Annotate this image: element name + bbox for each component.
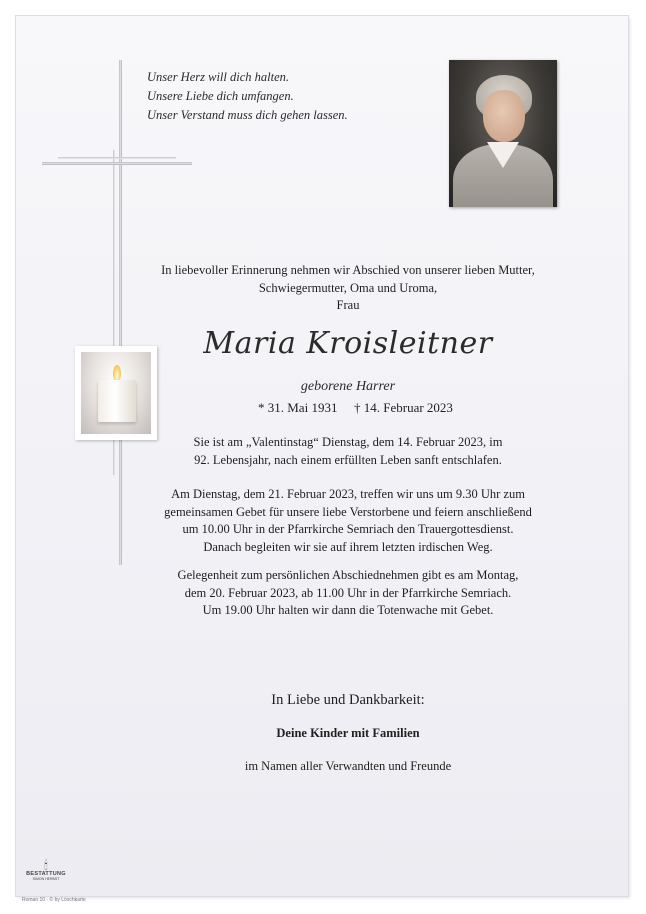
farewell-line: dem 20. Februar 2023, ab 11.00 Uhr in der Pfarrkirche Semriach. — [184, 585, 512, 600]
deceased-name: Maria Kroisleitner — [203, 326, 493, 361]
portrait-photo — [449, 60, 557, 207]
birth-date: * 31. Mai 1931 — [258, 400, 338, 415]
footer-credit: Roman 10 · © by Löschkarte — [22, 897, 86, 903]
farewell-line: Gelegenheit zum persönlichen Abschiednehmen gibt es am Montag, — [177, 568, 519, 582]
candle-icon — [98, 380, 136, 422]
funeral-home-logo — [24, 859, 68, 881]
intro-line: Schwiegermutter, Oma und Uroma, — [258, 280, 438, 295]
verse-line: Unser Verstand muss dich gehen lassen. — [147, 108, 348, 122]
candle-image — [75, 346, 157, 440]
logo-name: BESTATTUNG — [26, 871, 66, 877]
cross-horizontal-bar-shadow — [58, 157, 176, 159]
service-info — [118, 486, 578, 556]
flame-icon: 🕯 — [44, 858, 48, 872]
birth-name: geborene Harrer — [300, 379, 396, 394]
verse-line: Unsere Liebe dich umfangen. — [147, 89, 294, 103]
service-line: gemeinsamen Gebet für unsere liebe Verstorbene und feiern anschließend — [164, 504, 532, 519]
candle-flame-icon — [113, 365, 121, 381]
service-line: Am Dienstag, dem 21. Februar 2023, treffen wir uns um 9.30 Uhr zum — [171, 487, 525, 501]
cross-horizontal-bar — [42, 162, 192, 165]
intro-text — [118, 262, 578, 315]
verse-line: Unser Herz will dich halten. — [147, 70, 290, 84]
death-notice-line: Sie ist am „Valentinstag“ Dienstag, dem 14. Februar 2023, im — [193, 435, 503, 449]
death-notice-line: 92. Lebensjahr, nach einem erfüllten Leben sanft entschlafen. — [194, 452, 502, 467]
farewell-info — [118, 567, 578, 620]
closing-thanks: In Liebe und Dankbarkeit: — [271, 692, 425, 708]
memorial-verse — [147, 68, 348, 125]
intro-line: In liebevoller Erinnerung nehmen wir Abschied von unserer lieben Mutter, — [161, 263, 535, 277]
service-line: um 10.00 Uhr in der Pfarrkirche Semriach den Trauergottesdienst. — [182, 522, 514, 536]
farewell-line: Um 19.00 Uhr halten wir dann die Totenwache mit Gebet. — [202, 603, 494, 617]
intro-line: Frau — [336, 298, 360, 312]
closing-children: Deine Kinder mit Familien — [276, 726, 420, 740]
closing-relatives: im Namen aller Verwandten und Freunde — [244, 759, 452, 773]
service-line: Danach begleiten wir sie auf ihrem letzten irdischen Weg. — [203, 539, 493, 554]
death-date: † 14. Februar 2023 — [354, 400, 453, 415]
death-notice — [118, 434, 578, 469]
logo-subtitle: SIMON HERBST — [32, 877, 60, 881]
